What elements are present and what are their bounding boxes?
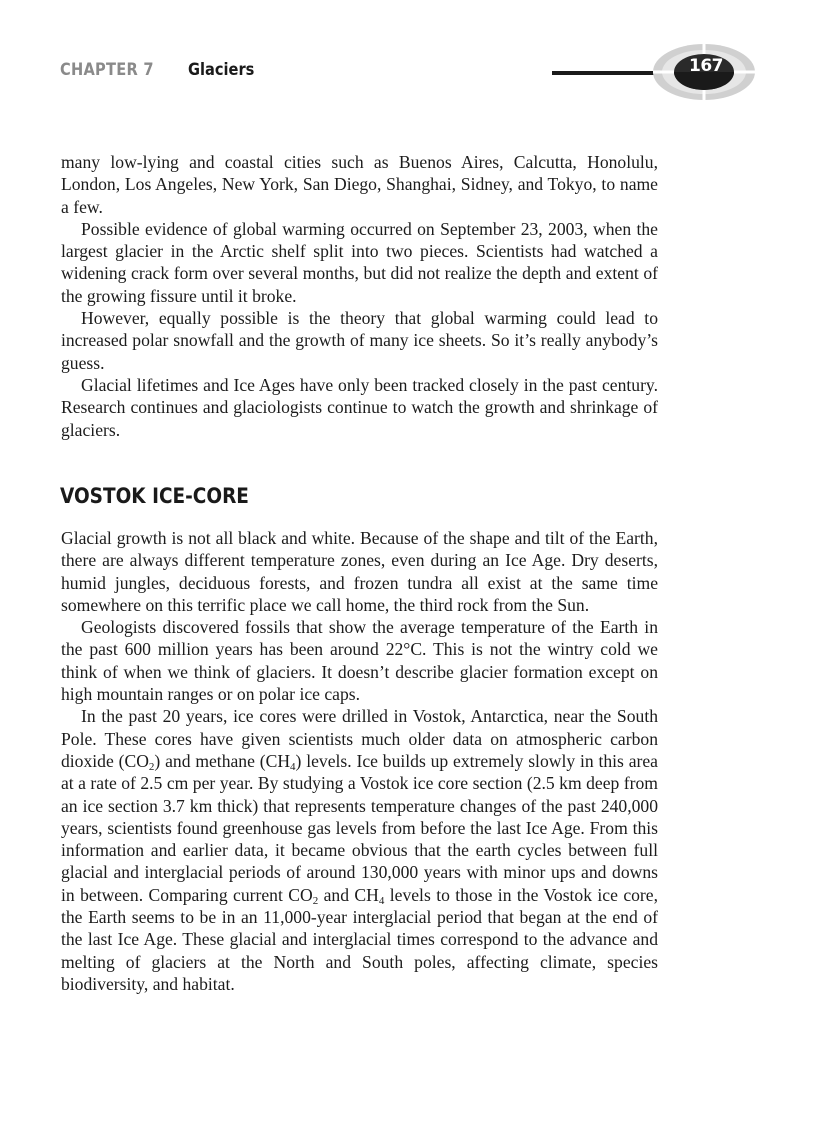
text-run: In the past 20 years, ice cores were drilled in Vostok, Antarctica, near the South Pole. These cores have given scientists much older data on atmospheric carbon dioxide (CO xyxy=(61,706,658,771)
paragraph-continued: many low-lying and coastal cities such as Buenos Aires, Calcutta, Honolulu, London, Los Angeles, New York, San Diego, Shanghai, Sidney, and Tokyo, to name a few. xyxy=(61,152,658,217)
subscript: 2 xyxy=(148,760,155,773)
paragraph: Geologists discovered fossils that show the average temperature of the Earth in the past 600 million years has been around 22°C. This is not the wintry cold we think of when we think of glaciers. It doesn’t describe glacier formation except on high mountain ranges or on polar ice caps. xyxy=(61,617,658,705)
chapter-label: CHAPTER 7 xyxy=(60,60,154,80)
paragraph: Glacial lifetimes and Ice Ages have only been tracked closely in the past century. Research continues and glaciologists continue to watch the growth and shrinkage of glaciers. xyxy=(61,374,658,440)
subscript: 4 xyxy=(290,760,296,773)
subscript: 4 xyxy=(378,894,385,907)
paragraph: However, equally possible is the theory that global warming could lead to increased polar snowfall and the growth of many ice sheets. So it’s really anybody’s guess. xyxy=(61,308,658,373)
page-number: 167 xyxy=(689,56,723,76)
text-run: ) levels. Ice builds up extremely slowly in this area at a rate of 2.5 cm per year. By studying a Vostok ice core section (2.5 km deep from an ice section 3.7 km thick) that represents temperature changes of the past 240,000 years, scientists found greenhouse gas levels from before the last Ice Age. From this information and earlier data, it became obvious that the earth cycles between full glacial and interglacial periods of around 130,000 years with minor ups and downs in between. Comparing current CO xyxy=(61,750,658,905)
page-number-badge xyxy=(652,43,756,101)
text-run: ) and methane (CH xyxy=(154,750,291,771)
paragraph xyxy=(61,705,658,995)
section-text xyxy=(61,527,658,995)
text-run: and CH xyxy=(318,884,379,905)
text-run: levels to those in the Vostok ice core, the Earth seems to be in an 11,000-year interglacial period that began at the end of the last Ice Age. These glacial and interglacial times correspond to the advance and melting of glaciers at the North and South poles, affecting climate, species biodiversity, and habitat. xyxy=(61,884,658,994)
section-heading: VOSTOK ICE-CORE xyxy=(60,484,249,508)
paragraph: Glacial growth is not all black and white. Because of the shape and tilt of the Earth, there are always different temperature zones, even during an Ice Age. Dry deserts, humid jungles, deciduous forests, and frozen tundra all exist at the same time somewhere on this terrific place we call home, the third rock from the Sun. xyxy=(61,528,658,615)
chapter-title: Glaciers xyxy=(188,60,255,80)
intro-text xyxy=(61,151,658,441)
paragraph: Possible evidence of global warming occurred on September 23, 2003, when the largest glacier in the Arctic shelf split into two pieces. Scientists had watched a widening crack form over several months, but did not realize the depth and extent of the growing fissure until it broke. xyxy=(61,218,658,306)
subscript: 2 xyxy=(312,894,319,907)
